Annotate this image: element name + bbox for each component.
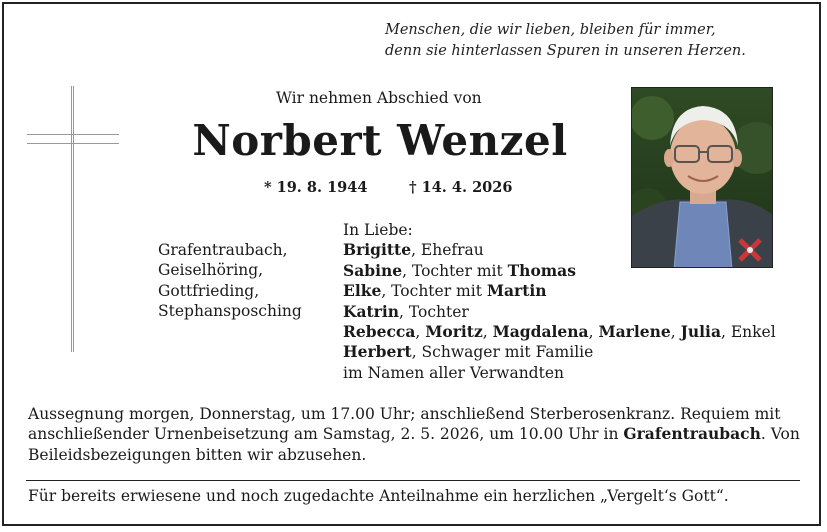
family-name: Sabine: [343, 260, 403, 280]
thanks-text: Für bereits erwiesene und noch zugedachte Anteilnahme ein herzlichen „Vergelt‘s Gott“.: [28, 487, 729, 505]
service-info: [28, 404, 818, 465]
family-line: [343, 302, 776, 322]
family-relation: , Schwager mit Familie: [411, 343, 594, 362]
place-item: Gottfrieding,: [158, 281, 260, 300]
family-line: [343, 342, 776, 362]
place-item: Stephansposching: [158, 302, 302, 321]
family-heading: In Liebe:: [343, 221, 413, 239]
service-text-2: . Von Beileidsbezeigungen bitten wir abzusehen.: [28, 425, 800, 464]
birth-date: * 19. 8. 1944: [264, 179, 368, 196]
grandchild-name: Moritz: [425, 322, 483, 342]
grandchildren-suffix: , Enkel: [721, 323, 776, 342]
divider: [26, 480, 800, 481]
quote-line-2: denn sie hinterlassen Spuren in unseren Herzen.: [385, 43, 746, 59]
family-relation: , Tochter mit: [402, 261, 508, 280]
grandchild-name: Julia: [680, 322, 721, 342]
grandchild-name: Marlene: [598, 322, 671, 342]
family-name: Katrin: [343, 301, 399, 321]
family-relation: , Tochter: [399, 302, 469, 321]
family-relation: , Tochter mit: [381, 282, 487, 301]
family-partner-name: Martin: [486, 281, 547, 301]
grandchildren-line: Rebecca, Moritz, Magdalena, Marlene, Julia, Enkel: [343, 322, 776, 342]
family-line: [343, 281, 776, 301]
family-line: [343, 240, 776, 260]
place-item: Grafentraubach,: [158, 241, 288, 259]
family-line: [343, 261, 776, 281]
family-list: [343, 220, 776, 383]
places-list: [158, 240, 302, 322]
family-name: Brigitte: [343, 240, 412, 260]
grandchild-name: Magdalena: [492, 322, 589, 342]
family-partner-name: Thomas: [507, 260, 576, 280]
deceased-name: Norbert Wenzel: [192, 116, 568, 165]
service-place: Grafentraubach: [623, 424, 761, 444]
family-relation: , Ehefrau: [411, 241, 484, 260]
family-name: Herbert: [343, 342, 412, 362]
quote: [385, 20, 746, 62]
death-date: † 14. 4. 2026: [409, 179, 513, 196]
family-name: Elke: [343, 281, 382, 301]
intro-text: Wir nehmen Abschied von: [276, 89, 482, 107]
service-text-1: Aussegnung morgen, Donnerstag, um 17.00 Uhr; anschließend Sterberosenkranz. Requiem mit anschließender Urnenbeisetzung am Samstag, 2. 5. 2026, um 10.00 Uhr in: [28, 405, 781, 444]
grandchild-name: Rebecca: [343, 322, 416, 342]
family-closing: im Namen aller Verwandten: [343, 363, 564, 382]
place-item: Geiselhöring,: [158, 261, 264, 280]
quote-line-1: Menschen, die wir lieben, bleiben für immer,: [385, 22, 716, 38]
